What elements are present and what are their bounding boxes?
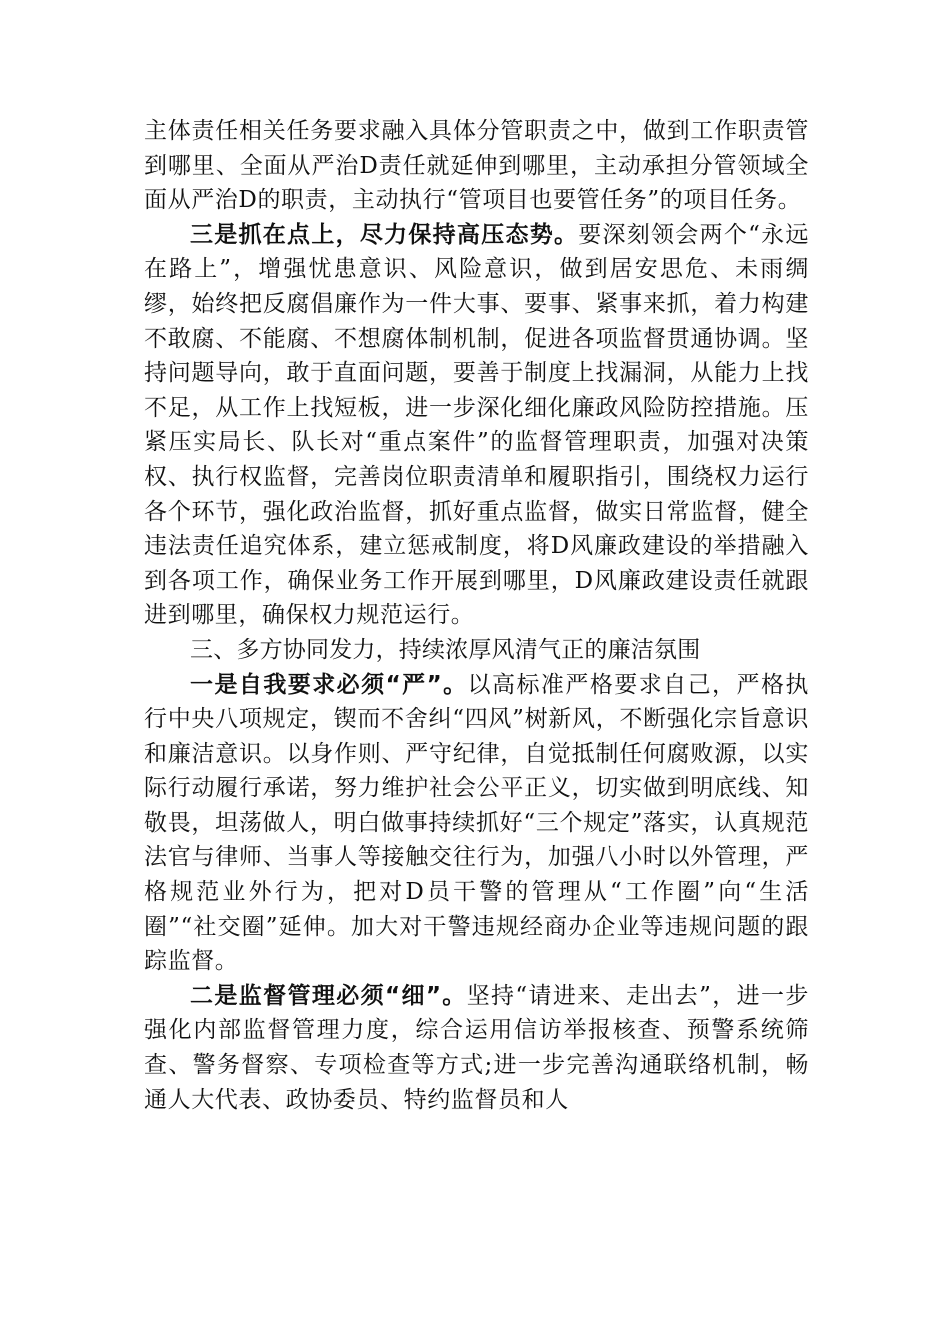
section-heading: 三、多方协同发力，持续浓厚风清气正的廉洁氛围 — [190, 636, 701, 663]
paragraph-lead: 三是抓在点上，尽力保持高压态势。 — [190, 221, 579, 248]
paragraph-lead: 一是自我要求必须“严”。 — [190, 671, 468, 698]
paragraph-self-discipline — [144, 668, 809, 979]
paragraph-lead: 二是监督管理必须“细”。 — [190, 982, 467, 1009]
document-body — [144, 114, 809, 1117]
paragraph-body: 要深刻领会两个“永远在路上”，增强忧患意识、风险意识，做到居安思危、未雨绸缪，始终把反腐倡廉作为一件大事、要事、紧事来抓，着力构建不敢腐、不能腐、不想腐体制机制，促进各项监督贯通协调。坚持问题导向，敢于直面问题，要善于制度上找漏洞，从能力上找不足，从工作上找短板，进一步深化细化廉政风险防控措施。压紧压实局长、队长对“重点案件”的监督管理职责，加强对决策权、执行权监督，完善岗位职责清单和履职指引，围绕权力运行各个环节，强化政治监督，抓好重点监督，做实日常监督，健全违法责任追究体系，建立惩戒制度，将D风廉政建设的举措融入到各项工作，确保业务工作开展到哪里，D风廉政建设责任就跟进到哪里，确保权力规范运行。 — [144, 221, 809, 629]
paragraph-continuation — [144, 114, 809, 218]
paragraph-body: 坚持“请进来、走出去”，进一步强化内部监督管理力度，综合运用信访举报核查、预警系统筛查、警务督察、专项检查等方式;进一步完善沟通联络机制，畅通人大代表、政协委员、特约监督员和人 — [144, 982, 809, 1113]
paragraph-body: 以高标准严格要求自己，严格执行中央八项规定，锲而不舍纠“四风”树新风，不断强化宗旨意识和廉洁意识。以身作则、严守纪律，自觉抵制任何腐败源，以实际行动履行承诺，努力维护社会公平正义，切实做到明底线、知敬畏，坦荡做人，明白做事持续抓好“三个规定”落实，认真规范法官与律师、当事人等接触交往行为，加强八小时以外管理，严格规范业外行为，把对D员干警的管理从“工作圈”向“生活圈”“社交圈”延伸。加大对干警违规经商办企业等违规问题的跟踪监督。 — [144, 671, 809, 975]
paragraph-three-focus — [144, 218, 809, 633]
paragraph-supervision — [144, 979, 809, 1117]
paragraph-body: 主体责任相关任务要求融入具体分管职责之中，做到工作职责管到哪里、全面从严治D责任就延伸到哪里，主动承担分管领域全面从严治D的职责，主动执行“管项目也要管任务”的项目任务。 — [144, 118, 809, 214]
